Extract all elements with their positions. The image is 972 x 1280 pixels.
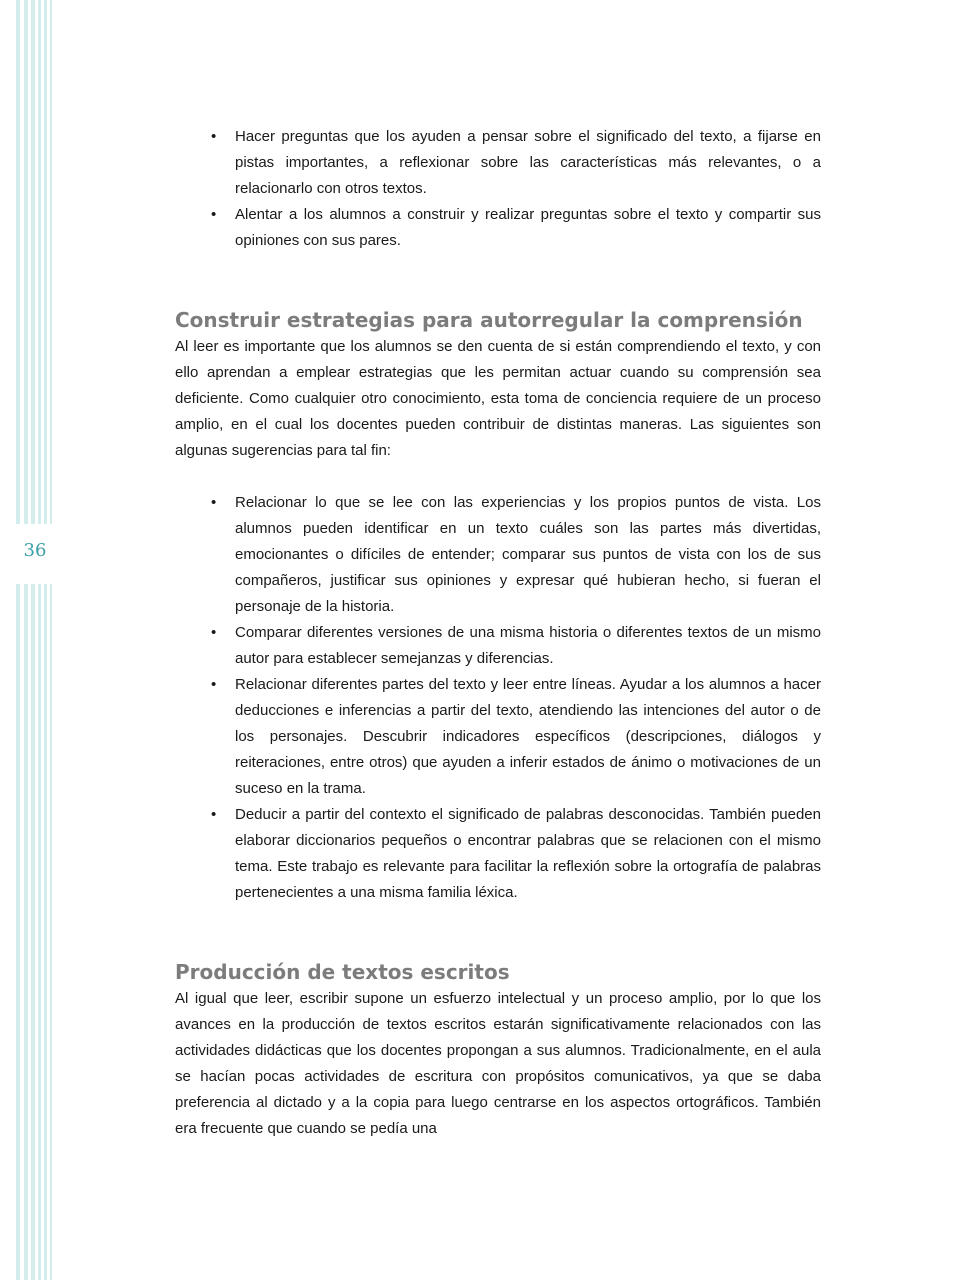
list-item: [175, 672, 821, 802]
list-item: [175, 620, 821, 672]
bullet-list-comprension: [175, 490, 821, 906]
list-item-text: Relacionar lo que se lee con las experiencias y los propios puntos de vista. Los alumnos pueden identificar en un texto cuáles son las partes más divertidas, emocionantes o difíciles de entender; comparar sus puntos de vista con los de sus compañeros, justificar sus opiniones y expresar qué hubieran hecho, si fueran el personaje de la historia.: [235, 494, 821, 615]
margin-stripe: [31, 584, 35, 1280]
section-paragraph-produccion: Al igual que leer, escribir supone un esfuerzo intelectual y un proceso amplio, por lo que los avances en la producción de textos escritos estarán significativamente relacionados con las actividades didácticas que los docentes propongan a sus alumnos. Tradicionalmente, en el aula se hacían pocas actividades de escritura con propósitos comunicativos, ya que se daba preferencia al dictado y a la copia para luego centrarse en los aspectos ortográficos. También era frecuente que cuando se pedía una: [175, 990, 821, 1137]
margin-stripe: [16, 584, 20, 1280]
page-content: [175, 124, 821, 1142]
margin-stripe: [31, 0, 35, 524]
section-paragraph-comprension: Al leer es importante que los alumnos se den cuenta de si están comprendiendo el texto, y con ello aprendan a emplear estrategias que les permitan actuar cuando su comprensión sea deficiente. Como cualquier otro conocimiento, esta toma de conciencia requiere de un proceso amplio, en el cual los docentes pueden contribuir de distintas maneras. Las siguientes son algunas sugerencias para tal fin:: [175, 338, 821, 459]
margin-stripe: [50, 0, 52, 524]
page-number: 36: [23, 540, 47, 561]
list-item: [175, 124, 821, 202]
margin-stripe: [24, 0, 28, 524]
bullet-icon: •: [211, 494, 217, 511]
margin-stripe: [38, 584, 41, 1280]
margin-stripe: [16, 0, 20, 524]
section-heading-comprension: Construir estrategias para autorregular la comprensión: [175, 308, 803, 332]
section-heading-produccion: Producción de textos escritos: [175, 960, 510, 984]
list-item-text: Relacionar diferentes partes del texto y leer entre líneas. Ayudar a los alumnos a hacer deducciones e inferencias a partir del texto, atendiendo las intenciones del autor o de los personajes. Descubrir indicadores específicos (descripciones, diálogos y reiteraciones, entre otros) que ayuden a inferir estados de ánimo o motivaciones de un suceso en la trama.: [235, 676, 821, 797]
margin-stripes: [0, 0, 60, 1280]
list-item-text: Comparar diferentes versiones de una misma historia o diferentes textos de un mismo autor para establecer semejanzas y diferencias.: [235, 624, 821, 667]
list-item-text: Alentar a los alumnos a construir y realizar preguntas sobre el texto y compartir sus opiniones con sus pares.: [235, 206, 821, 249]
bullet-list-top: [175, 124, 821, 254]
bullet-icon: •: [211, 624, 217, 641]
bullet-icon: •: [211, 206, 217, 223]
list-item: [175, 490, 821, 620]
bullet-icon: •: [211, 128, 217, 145]
margin-stripe: [44, 0, 47, 524]
list-item-text: Deducir a partir del contexto el significado de palabras desconocidas. También pueden elaborar diccionarios pequeños o encontrar palabras que se relacionen con el mismo tema. Este trabajo es relevante para facilitar la reflexión sobre la ortografía de palabras pertenecientes a una misma familia léxica.: [235, 806, 821, 901]
margin-stripe: [44, 584, 47, 1280]
list-item-text: Hacer preguntas que los ayuden a pensar sobre el significado del texto, a fijarse en pistas importantes, a reflexionar sobre las características más relevantes, o a relacionarlo con otros textos.: [235, 128, 821, 197]
bullet-icon: •: [211, 806, 217, 823]
margin-stripe: [38, 0, 41, 524]
list-item: [175, 202, 821, 254]
margin-stripe: [50, 584, 52, 1280]
margin-stripe: [24, 584, 28, 1280]
list-item: [175, 802, 821, 906]
bullet-icon: •: [211, 676, 217, 693]
